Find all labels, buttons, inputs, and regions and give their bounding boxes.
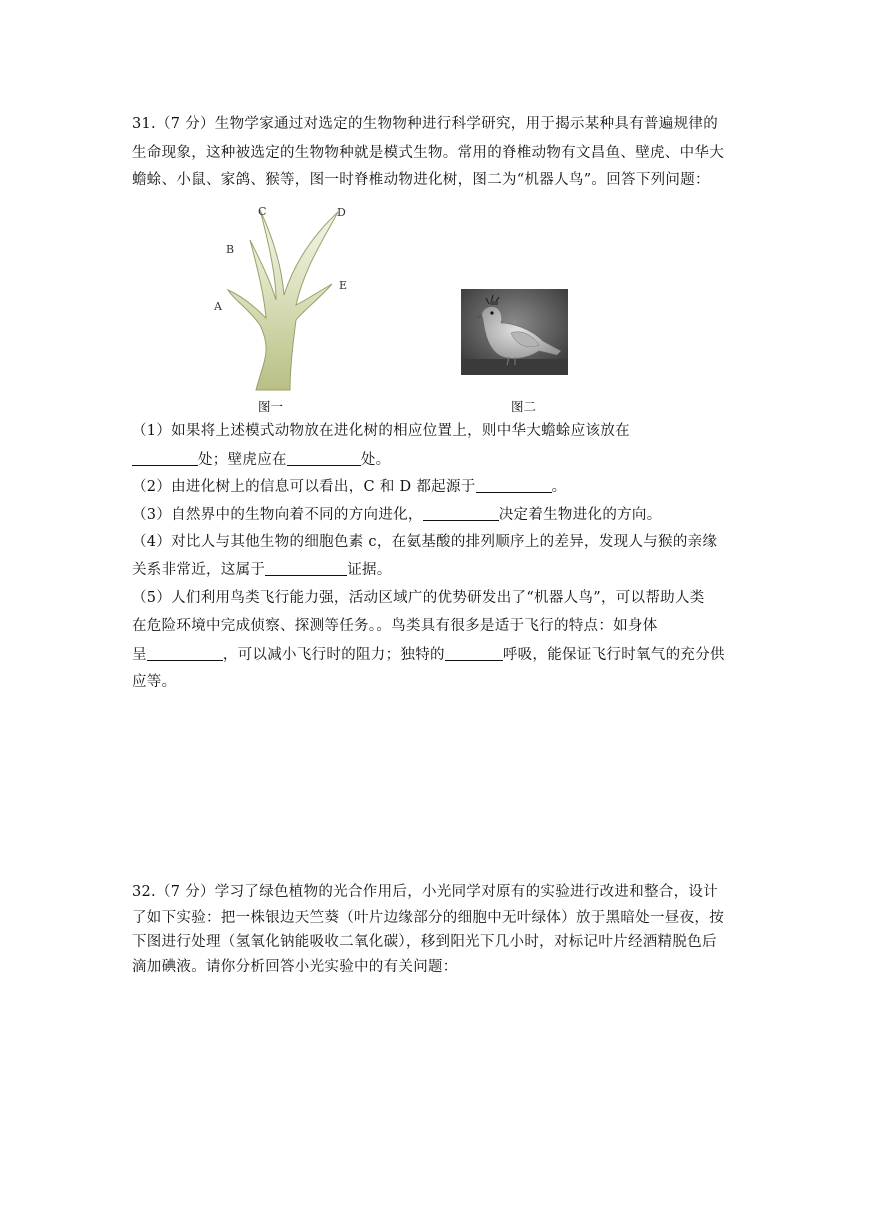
q31-sub4-text-c: 证据。 [347, 562, 392, 578]
q31-sub4-line-1: （4）对比人与其他生物的细胞色素 c，在氨基酸的排列顺序上的差异，发现人与猴的亲缘 [132, 534, 718, 550]
answer-blank-2[interactable] [287, 451, 361, 466]
fig1-caption: 图一 [258, 399, 284, 414]
q31-sub2-text-a: （2）由进化树上的信息可以看出，C 和 D 都起源于 [132, 479, 476, 495]
tree-shape [228, 210, 338, 390]
q31-sub2-line [132, 475, 742, 500]
tree-label-d: D [337, 206, 346, 219]
q31-sub4-text-b: 关系非常近，这属于 [132, 562, 266, 578]
q31-sub5-text-e: 呼吸，能保证飞行时氧气的充分供 [502, 647, 725, 663]
q31-sub4-line-2 [132, 558, 742, 583]
q31-sub2-text-b: 。 [551, 479, 567, 495]
answer-blank-5[interactable] [265, 561, 347, 576]
q31-sub5-text-d: ，可以减小飞行时的阻力；独特的 [222, 647, 445, 663]
q31-sub1-text-b: 处；壁虎应在 [198, 452, 287, 468]
q31-sub5-line-1: （5）人们利用鸟类飞行能力强，活动区域广的优势研发出了“机器人鸟”，可以帮助人类 [132, 590, 705, 606]
tree-label-b: B [226, 243, 235, 256]
q31-sub5-text-c: 呈 [132, 647, 147, 663]
tree-label-a: A [214, 300, 222, 313]
q31-sub3-line [132, 503, 742, 528]
fig2-caption: 图二 [511, 399, 537, 414]
answer-blank-1[interactable] [132, 451, 198, 466]
tree-label-c: C [258, 205, 267, 218]
q32-line-4: 滴加碘液。请你分析回答小光实验中的有关问题： [132, 959, 458, 975]
q31-sub3-text-a: （3）自然界中的生物向着不同的方向进化， [132, 507, 423, 523]
answer-blank-6[interactable] [147, 646, 223, 661]
q31-intro-line-2: 生命现象，这种被选定的生物物种就是模式生物。常用的脊椎动物有文昌鱼、壁虎、中华大 [132, 145, 724, 161]
q31-sub5-line-4: 应等。 [132, 674, 177, 690]
answer-blank-3[interactable] [476, 478, 552, 493]
q31-sub5-line-2: 在危险环境中完成侦察、探测等任务。。鸟类具有很多是适于飞行的特点：如身体 [132, 618, 658, 634]
tree-label-e: E [339, 279, 348, 292]
q32-line-3: 下图进行处理（氢氧化钠能吸收二氧化碳），移到阳光下几小时，对标记叶片经酒精脱色后 [132, 934, 717, 950]
evolution-tree-figure [220, 200, 360, 395]
q32-line-2: 了如下实验：把一株银边天竺葵（叶片边缘部分的细胞中无叶绿体）放于黑暗处一昼夜，按 [132, 910, 724, 926]
q31-intro-line-1: 31.（7 分）生物学家通过对选定的生物物种进行科学研究，用于揭示某种具有普遍规律的 [132, 116, 718, 132]
q31-sub1-text-c: 处。 [360, 452, 391, 468]
robot-bird-photo [461, 289, 568, 375]
q31-sub3-text-b: 决定着生物进化的方向。 [498, 507, 662, 523]
answer-blank-7[interactable] [445, 646, 503, 661]
q31-sub1-line-1: （1）如果将上述模式动物放在进化树的相应位置上，则中华大蟾蜍应该放在 [132, 423, 630, 439]
q32-line-1: 32.（7 分）学习了绿色植物的光合作用后，小光同学对原有的实验进行改进和整合，设计 [132, 884, 718, 900]
q31-intro-line-3: 蟾蜍、小鼠、家鸽、猴等，图一时脊椎动物进化树，图二为“机器人鸟”。回答下列问题： [132, 172, 710, 188]
q31-sub1-line-2 [132, 448, 742, 473]
q31-sub5-line-3 [132, 643, 742, 668]
answer-blank-4[interactable] [423, 506, 499, 521]
